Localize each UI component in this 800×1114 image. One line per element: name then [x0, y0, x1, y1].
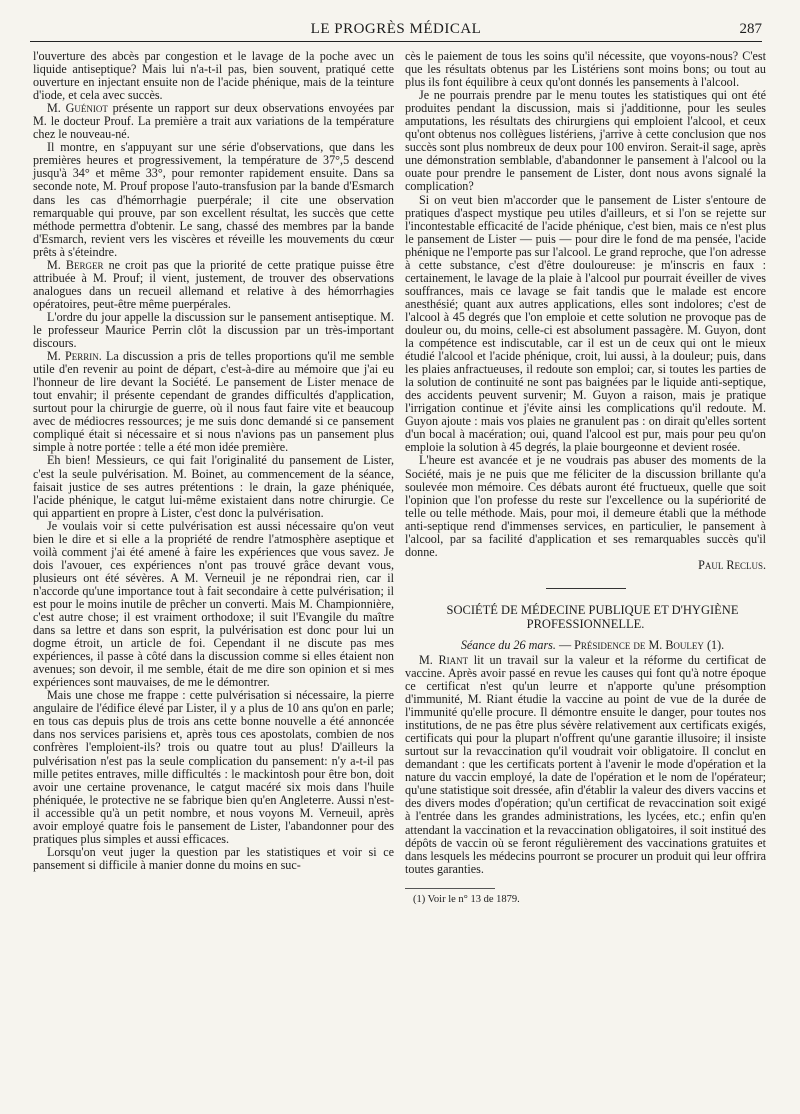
- paragraph-text: La discussion a pris de telles proportions qu'il me semble utile d'en revenir au point de départ, c'est-à-dire au mémoire que j'ai eu l'honneur de lire devant la Société. Le pansement de Lister menace de tout envahir; il présente cependant de grandes difficultés d'application, surtout pour la chirurgie de guerre, où il nous faut faire vite et beaucoup avec de médiocres ressources; je me suis donc demandé si ce pansement compliqué était si nécessaire et si nous n'avions pas un pansement plus simple à notre portée : telle a été mon idée première.: [33, 349, 395, 455]
- signature-name: Paul Reclus.: [698, 557, 766, 572]
- speaker-name: M. Berger: [47, 257, 104, 272]
- paragraph: Je voulais voir si cette pulvérisation est aussi nécessaire qu'on veut bien le dire et si elle a la propriété de rendre l'atmosphère aseptique et voilà comment j'ai été amené à faire les expériences que vous savez. Je dois l'avouer, ces expériences n'ont pas trouvé grâce devant vous, plusieurs ont été sévères. A M. Verneuil je ne répondrai rien, car il n'accorde qu'une importance tout à fait secondaire à cette pulvérisation; il est pour le moins inutile de prêcher un converti. Mais M. Championnière, c'est autre chose; il est vraiment orthodoxe; il suit l'Evangile du maître dans sa lettre et dans son esprit, la pulvérisation est donc pour lui un dogme étroit, un article de foi. Cependant il ne discute pas mes expériences, il passe à côté dans la discussion comme si elles étaient non avenues; son devoir, il me semble, était de me dire son opinion et si mes expériences sont mauvaises, de me le démontrer.: [33, 518, 394, 690]
- left-column: [33, 50, 394, 872]
- footnote-rule: [405, 888, 495, 889]
- paragraph: Je ne pourrais prendre par le menu toutes les statistiques qui ont été produites pendant la discussion, mais si j'additionne, pour les seules amputations, les résultats des chirurgiens qui emploient l'alcool, et ceux qu'ont obtenus nos collègues listériens, j'arrive à cette conclusion que nos succès sont plus nombreux de deux pour 100 environ. Serait-il sage, après une démonstration semblable, d'abandonner le pansement à l'alcool ou la ouate pour prendre le pansement de Lister, dont nous avons signalé la complication?: [405, 88, 766, 194]
- paragraph: Eh bien! Messieurs, ce qui fait l'originalité du pansement de Lister, c'est la seule pulvérisation. M. Boinet, au commencement de la séance, faisait justice de ses autres prétentions : le drain, la gaze phéniquée, l'acide phénique, le catgut lui-même existaient dans notre chirurgie. Ce qui appartient en propre à Lister, c'est donc la pulvérisation.: [33, 453, 394, 520]
- paragraph: Il montre, en s'appuyant sur une série d'observations, que dans les premières heures et progressivement, la température de 37°,5 descend jusqu'à 34° et même 33°, pour remonter rapidement ensuite. Dans sa seconde note, M. Prouf propose l'auto-transfusion par la bande d'Esmarch dans les cas d'hémorrhagie puerpérale; il cite une observation remarquable qui prouve, par son excellent résultat, les succès que cette méthode permettra d'obtenir. Le sang, chassé des membres par la bande d'Esmarch, revient vers les viscères et réveille les mouvements du cœur prêts à s'éteindre.: [33, 140, 394, 259]
- paragraph: L'ordre du jour appelle la discussion sur le pansement antiseptique. M. le professeur Maurice Perrin clôt la discussion par un très-important discours.: [33, 309, 394, 351]
- paragraph: l'ouverture des abcès par congestion et le lavage de la poche avec un liquide antiseptique? Mais lui n'a-t-il pas, bien souvent, pratiqué cette ouverture en injectant ensuite non de l'acide phénique, mais de la teinture d'iode, et cela avec succès.: [33, 49, 394, 103]
- paragraph: [33, 102, 394, 141]
- speaker-name: M. Guéniot: [47, 101, 108, 116]
- paragraph-text: ne croit pas que la priorité de cette pratique puisse être attribuée à M. Prouf; il vient, justement, de trouver des observations analogues dans un recueil allemand et relative à des hémorrhagies opératoires, peut-être même puerpérales.: [33, 257, 394, 311]
- right-column: [405, 50, 766, 906]
- speaker-name: M. Riant: [419, 652, 469, 667]
- paragraph: cès le paiement de tous les soins qu'il nécessite, que voyons-nous? C'est que les résultats obtenus par les Listériens sont moins bons; ou tout au plus ils font équilibre à ceux qu'ont donnés les pansements à l'alcool.: [405, 49, 766, 90]
- journal-title: LE PROGRÈS MÉDICAL: [310, 21, 482, 37]
- paragraph: [405, 654, 766, 876]
- session-line: [405, 639, 766, 652]
- speaker-name: M. Perrin.: [47, 349, 102, 364]
- session-presidency: — Présidence de M. Bouley (1).: [555, 637, 725, 652]
- paragraph-text: lit un travail sur la valeur et la réforme du certificat de vaccine. Après avoir passé en revue les causes qui font qu'à notre époque ce certificat n'est qu'un leurre et n'apporte qu'une présomption d'immunité, M. Riant étudie la vaccine au point de vue de la durée de l'immunité qu'elle procure. Il démontre ensuite le danger, pour toutes nos institutions, de ne pas être plus sévère relativement aux certificats exigés, certificats qui pour la plupart n'offrent qu'une garantie illusoire; il insiste surtout sur la revaccination qu'il voudrait voir obligatoire. Il conclut en demandant : que les certificats portent à l'avenir le mode d'opération et la nature du vaccin employé, la date de l'opération et le nom de l'opérateur; qu'une statistique soit dressée, afin d'établir la valeur des divers vaccins et des divers modes d'opération; qu'un certificat de revaccination soit exigé à l'entrée dans les grandes administrations, les lycées, etc.; enfin qu'en attendant la vaccination et la revaccination obligatoires, il soit institué des dépôts de vaccin où se feront régulièrement des vaccinations gratuites et dans lesquels les médecins pourront se procurer un produit qui leur offrira toutes garanties.: [405, 652, 766, 876]
- footnote: (1) Voir le n° 13 de 1879.: [413, 893, 520, 905]
- page-number: 287: [739, 21, 762, 37]
- paragraph-text: présente un rapport sur deux observations envoyées par M. le docteur Prouf. La première a trait aux variations de la température chez le nouveau-né.: [33, 101, 394, 142]
- page-header: [30, 20, 762, 42]
- paragraph: L'heure est avancée et je ne voudrais pas abuser des moments de la Société, mais je ne puis que me féliciter de la discussion brillante qu'a soulevée mon mémoire. Ces débats auront été fructueux, quelle que soit l'opinion que l'on professe du reste sur l'excellence ou la supériorité de telle ou telle méthode. Mais, pour moi, il demeure établi que la méthode anti-septique rend d'immenses services, en particulier, le pansement à l'alcool, par sa facilité d'application et ses remarquables succès qu'il donne.: [405, 453, 766, 559]
- paragraph: [33, 350, 394, 454]
- section-heading: SOCIÉTÉ DE MÉDECINE PUBLIQUE ET D'HYGIÈNE PROFESSIONNELLE.: [446, 602, 739, 631]
- paragraph: Mais une chose me frappe : cette pulvérisation si nécessaire, la pierre angulaire de l'édifice élevé par Lister, il y a plus de 10 ans qu'on en parle; en tous cas depuis plus de trois ans cette bonne nouvelle a été annoncée dans nos services parisiens et, après tous ces apostolats, combien de nos confrères l'emploient-ils? trois ou quatre tout au plus! D'ailleurs la pulvérisation n'est pas la seule complication du pansement: n'y a-t-il pas mille petites entraves, mille difficultés : le mackintosh pour être bon, doit avoir une certaine provenance, le catgut macéré six mois dans l'huile phéniquée, le protective ne se fabrique bien qu'en Angleterre. Aussi n'est-il accessible qu'à un petit nombre, et nous voyons M. Verneuil, après avoir employé quatre fois le pansement de Lister, l'abandonner pour des pratiques plus simples et aussi efficaces.: [33, 688, 394, 846]
- session-date: Séance du 26 mars.: [460, 637, 556, 652]
- section-divider: [546, 588, 626, 589]
- paragraph: Lorsqu'on veut juger la question par les statistiques et voir si ce pansement si difficile à manier donne du moins en suc-: [33, 844, 394, 872]
- paragraph: [33, 259, 394, 311]
- paragraph: Si on veut bien m'accorder que le pansement de Lister s'entoure de pratiques d'aspect mystique peu utiles d'ailleurs, et si l'on se rejette sur l'incontestable efficacité de l'acide phénique, c'est bien, mais ce n'est plus le pansement de Lister — puis — pour dire le fond de ma pensée, l'acide phénique ne l'emporte pas sur l'alcool. Le grand reproche, que l'on adresse à cette substance, c'est d'être douloureuse: je m'inscris en faux : certainement, le lavage de la plaie à l'alcool pur pourrait éveiller de vives souffrances, mais ce lavage se fait tandis que le malade est encore anesthésié; quant aux autres applications, elles sont indolores; c'est de l'alcool à 45 degrés que l'on emploie et cette solution ne provoque pas de douleur ou, du moins, celle-ci est absolument passagère. M. Guyon, dont la compétence est indiscutable, car il est un de ceux qui ont le mieux étudié l'alcool et l'acide phénique, croit, lui aussi, à la douleur; puis, dans les plaies anfractueuses, il redoute son emploi; car, si toutes les parties de la solution de continuité ne sont pas baignées par le liquide anti-septique, des accidents peuvent survenir; M. Guyon a raison, mais je pratique l'irrigation continue et j'évite ainsi les complications qu'il redoute. M. Guyon ajoute : mais vos plaies ne granulent pas : on dirait qu'elles sortent d'un bocal à macération; oui, quand l'alcool est pur, mais pour peu qu'on emploie la solution à 45 degrés, la plaie bourgeonne et devient rosée.: [405, 192, 766, 455]
- signature: [405, 559, 766, 572]
